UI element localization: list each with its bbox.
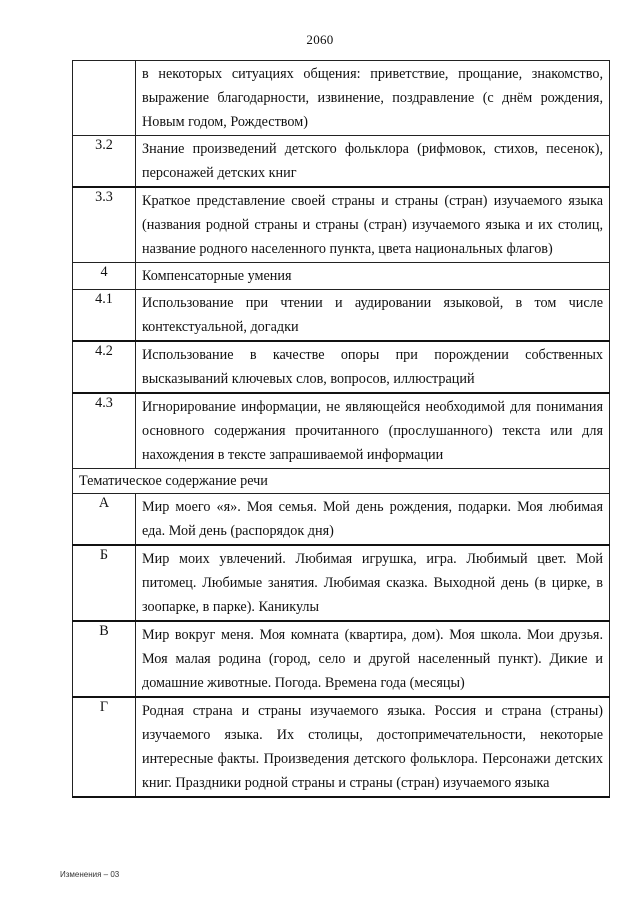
topic-letter: В xyxy=(73,621,136,697)
row-number: 4.1 xyxy=(73,290,136,342)
row-number: 3.3 xyxy=(73,187,136,263)
topic-text: Родная страна и страны изучаемого языка. Россия и страна (страны) изучаемого языка. Их столицы, достопримечательности, некоторые интересные факты. Произведения детского фольклора. Персонажи детских книг. Праздники родной страны и страны (стран) изучаемого языка xyxy=(136,697,610,797)
table-row xyxy=(73,187,610,263)
section-heading-row xyxy=(73,469,610,494)
table-row xyxy=(73,393,610,469)
table-row xyxy=(73,263,610,290)
row-text: Знание произведений детского фольклора (рифмовок, стихов, песенок), персонажей детских книг xyxy=(136,136,610,188)
row-text: Использование при чтении и аудировании языковой, в том числе контекстуальной, догадки xyxy=(136,290,610,342)
row-text: Компенсаторные умения xyxy=(136,263,610,290)
topic-text: Мир моих увлечений. Любимая игрушка, игра. Любимый цвет. Мой питомец. Любимые занятия. Любимая сказка. Выходной день (в цирке, в зоопарке, в парке). Каникулы xyxy=(136,545,610,621)
section-heading: Тематическое содержание речи xyxy=(73,469,610,494)
row-number: 4 xyxy=(73,263,136,290)
topic-row xyxy=(73,545,610,621)
row-text: Краткое представление своей страны и страны (стран) изучаемого языка (названия родной страны и страны (стран) изучаемого языка и их столиц, название родного населенного пункта, цвета национальных флагов) xyxy=(136,187,610,263)
content-table xyxy=(72,60,610,798)
row-text: Игнорирование информации, не являющейся необходимой для понимания основного содержания прочитанного (прослушанного) текста или для нахождения в тексте запрашиваемой информации xyxy=(136,393,610,469)
topic-row xyxy=(73,621,610,697)
topic-row xyxy=(73,494,610,546)
row-number: 3.2 xyxy=(73,136,136,188)
table-row xyxy=(73,61,610,136)
topic-row xyxy=(73,697,610,797)
footer-note: Изменения – 03 xyxy=(60,870,120,879)
row-text: в некоторых ситуациях общения: приветствие, прощание, знакомство, выражение благодарности, извинение, поздравление (с днём рождения, Новым годом, Рождеством) xyxy=(136,61,610,136)
row-number: 4.2 xyxy=(73,341,136,393)
topic-letter: А xyxy=(73,494,136,546)
page-number: 2060 xyxy=(306,32,334,47)
table-row xyxy=(73,341,610,393)
topic-text: Мир вокруг меня. Моя комната (квартира, дом). Моя школа. Мои друзья. Моя малая родина (город, село и другой населенный пункт). Дикие и домашние животные. Погода. Времена года (месяцы) xyxy=(136,621,610,697)
topic-text: Мир моего «я». Моя семья. Мой день рождения, подарки. Моя любимая еда. Мой день (распорядок дня) xyxy=(136,494,610,546)
topic-letter: Г xyxy=(73,697,136,797)
row-number: 4.3 xyxy=(73,393,136,469)
topic-letter: Б xyxy=(73,545,136,621)
table-row xyxy=(73,290,610,342)
row-text: Использование в качестве опоры при порождении собственных высказываний ключевых слов, вопросов, иллюстраций xyxy=(136,341,610,393)
table-row xyxy=(73,136,610,188)
row-number xyxy=(73,61,136,136)
